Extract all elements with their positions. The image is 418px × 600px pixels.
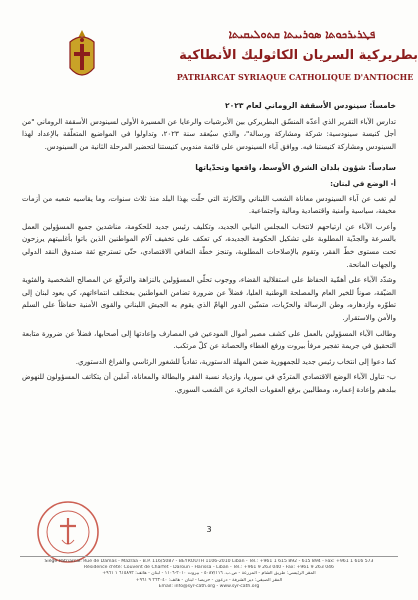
section-five-paragraph: تدارس الآباء التقرير الذي أعدّه المنسّق البطريركي بين الأبرشيات والرعايا عن المسيرة الأولى لسينودس الأسقفة الروماني "من أجل كنيسة سينودسية: شركة ومشاركة ورسالة"، والذي سيُعقد سنة ٢٠٢٣، وتداولوا في المواضيع المتعلّقة بالإعداد لهذا السينودس ومشاركة كنيستنا فيه. ووافق آباء السينودس على قائمة مندوبي كنيستنا لتحضير المرحلة الثانية من السينودس. <box>22 116 396 151</box>
section-six-paragraph-1: لم تغب عن آباء السينودس معاناة الشعب اللبناني والكارثة التي حلّت بهذا البلد منذ ثلاث سنوات، وما يقاسيه شعبه من أزمات مخيفة، سياسية وأمنية واقتصادية ومالية واجتماعية. <box>22 193 396 216</box>
letterhead <box>60 24 418 94</box>
footer-summer-ar: المقر الصيفي: دير الشرفة - درعون - حريصا - لبنان - هاتف: ٢٦٣٠٤٠ ٩ ٩٦١+ <box>135 577 283 583</box>
section-six-paragraph-3: وشدّد الآباء على أهمّية الحفاظ على استقلالية القضاء، ووجوب تحلّي المسؤولين بالنزاهة والترفّع عن المصالح الشخصية والفئوية الضيّقة، صوناً للخير العام والمصلحة الوطنية العليا، فضلاً عن ضرورة تضامن المواطنين بمختلف انتماءاتهم، كي يعود لبنان إلى تطوّره وازدهاره، وطن الرسالة والحرّيات، متمنّين الدور الهامّ الذي يقوم به الجيش اللبناني والقوى الأمنية حفاظاً على السلم والأمن والاستقرار. <box>22 275 396 322</box>
header-french: PATRIARCAT SYRIAQUE CATHOLIQUE D'ANTIOCHE <box>176 72 414 82</box>
header-arabic: بطريركية السريان الكاثوليك الأنطاكية <box>179 48 418 63</box>
section-five-title: خامساً: سينودس الأسقفة الروماني لعام ٢٠٢٣ <box>224 101 396 110</box>
footer <box>20 556 398 590</box>
section-six-paragraph-5: كما دعوا إلى انتخاب رئيس جديد للجمهورية ضمن المهلة الدستورية، تفادياً للشغور الرئاسي والفراغ الدستوري. <box>75 356 396 366</box>
footer-address-ar: المقر الرئيسي: طريق الشام - المزرعة - ص.ب. ٥٠٨٧/١١٦ - بيروت ٢٠١٠-١١٠٦ - لبنان - هاتف: ٦١٥٨٩٢ ١ ٩٦١+ <box>102 571 316 577</box>
document-body <box>22 100 396 399</box>
section-six-paragraph-2: وأعرب الآباء عن ارتياحهم لانتخاب المجلس النيابي الجديد، وتكليف رئيس جديد للحكومة، مناشدين جميع المسؤولين العمل بالسرعة والجدّية المطلوبة على تشكيل الحكومة الجديدة، كي تعكف على تخفيف آلام المواطنين الذين باتوا بأغلبيتهم يرزحون تحت مستوى خطّ الفقر، وتقوم بالإصلاحات المطلوبة، وتنجز خطّة التعافي الاقتصادي، حتّى تسترجع ثقة صندوق النقد الدولي والجهات المانحة. <box>22 221 396 269</box>
section-six-a-heading: أ- الوضع في لبنان: <box>330 178 396 188</box>
page-number: 3 <box>206 525 212 534</box>
section-six-b-paragraph: ب- تناول الآباء الوضع الاقتصادي المتردّي في سوريا، وازدياد نسبة الفقر والبطالة والمعاناة، آملين أن يتكاتف المسؤولون للنهوض ببلدهم وإعادة إعماره، ومطالبين برفع العقوبات الجائرة عن الشعب السوري. <box>22 372 396 394</box>
footer-contact: Email: info@syr-cath.org - www.syr-cath.org <box>158 583 260 589</box>
section-six-title: سادساً: شؤون بلدان الشرق الأوسط، واقعها وتحدّياتها <box>195 163 396 173</box>
header-syriac: ܦܛܪܝܪܟܘܬܐ ܣܘܪܝܝܬܐ ܩܬܘܠܝܩܝܬܐ <box>228 28 376 41</box>
footer-address-fr: Siège Patriarcal: Rue de Damas - Mazraa - B.P. 116/5087 - BEYROUTH 1106-2010 Liban - Tél.: +961 1 615 892 - 615 894 - Fax: +961 1 616 573 <box>44 559 374 564</box>
patriarchal-emblem-icon <box>60 28 104 86</box>
section-six-paragraph-4: وطالب الآباء المسؤولين بالعمل على كشف مصير أموال المودعين في المصارف وإعادتها إلى أصحابها، فضلاً عن ضرورة متابعة التحقيق في جريمة تفجير مرفأ بيروت ورفع الغطاء والحصانة عن كلّ مرتكب. <box>22 328 396 351</box>
footer-summer-fr: Résidence d'été: Couvent de Charfet - Daroun - Harissa - Liban - Tél.: +961 9 263 040 - Fax: +961 9 263 046 <box>84 565 334 571</box>
